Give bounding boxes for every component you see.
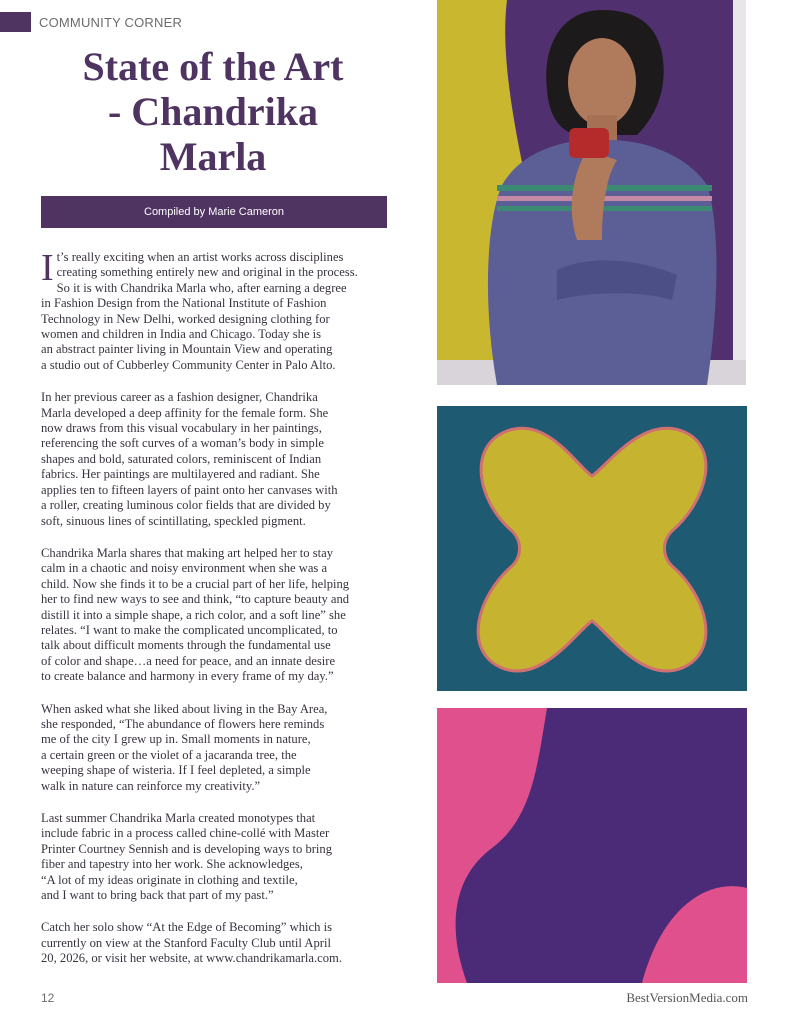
paragraph-intro (41, 247, 387, 373)
section-label: COMMUNITY CORNER (39, 15, 183, 30)
section-color-tab (0, 12, 31, 32)
byline-bar (41, 196, 387, 228)
publisher-website: BestVersionMedia.com (626, 990, 748, 1005)
title-line-2: - Chandrika (107, 89, 319, 134)
paragraph-intro-first-line: t’s really exciting when an artist works across disciplines (56, 250, 344, 264)
paragraph-intro-rest: creating something entirely new and original in the process. So it is with Chandrika Marla who, after earning a degree in Fashion Design from the National Institute of Fashion Technology in New Delhi, worked designing clothing for women and children in India and Chicago. Today she is an abstract painter living in Mountain View and operating a studio out of Cubberley Community Center in Palo Alto. (41, 265, 358, 372)
paragraph-solo-show: Catch her solo show “At the Edge of Becoming” which is currently on view at the Stanford Faculty Club until April 20, 2026, or visit her website, at www.chandrikamarla.com. (41, 920, 343, 966)
paragraph-monotypes: Last summer Chandrika Marla created monotypes that include fabric in a process called chine-collé with Master Printer Courtney Sennish and is developing ways to bring fiber and tapestry into her work. She acknowledges, “A lot of my ideas originate in clothing and textile, and I want to bring back that part of my past.” (41, 811, 333, 903)
byline-text: Compiled by Marie Cameron (144, 206, 284, 218)
article-body (41, 247, 387, 984)
article-title (40, 44, 386, 179)
paragraph-bay-area: When asked what she liked about living in the Bay Area, she responded, “The abundance of flowers here reminds me of the city I grew up in. Small moments in nature, a certain green or the violet of a jacaranda tree, the weeping shape of wisteria. If I feel depleted, a simple walk in nature can reinforce my creativity.” (41, 701, 328, 793)
paragraph-fashion: In her previous career as a fashion designer, Chandrika Marla developed a deep affinity for the female form. She now draws from this visual vocabulary in her paintings, referencing the soft curves of a woman’s body in simple shapes and bold, saturated colors, reminiscent of Indian fabrics. Her paintings are multilayered and radiant. She applies ten to fifteen layers of paint onto her canvases with a roller, creating luminous color fields that are divided by soft, sinuous lines of scintillating, speckled pigment. (41, 390, 338, 528)
paragraph-childhood: Chandrika Marla shares that making art helped her to stay calm in a chaotic and noisy environment when she was a child. Now she finds it to be a crucial part of her life, helping her to find new ways to see and think, “to capture beauty and distill it into a simple shape, a rich color, and a soft line” she relates. “I want to make the complicated uncomplicated, to talk about difficult moments through the fundamental use of color and shape…a need for peace, and an innate desire to create balance and harmony in every frame of my day.” (41, 545, 350, 684)
yellow-cross-painting (437, 406, 747, 691)
page-number: 12 (41, 991, 55, 1005)
title-line-3: Marla (159, 134, 267, 179)
title-line-1: State of the Art (82, 44, 344, 89)
artist-portrait-photo (437, 0, 746, 385)
purple-curve-painting (437, 708, 747, 983)
drop-cap: I (41, 247, 54, 289)
